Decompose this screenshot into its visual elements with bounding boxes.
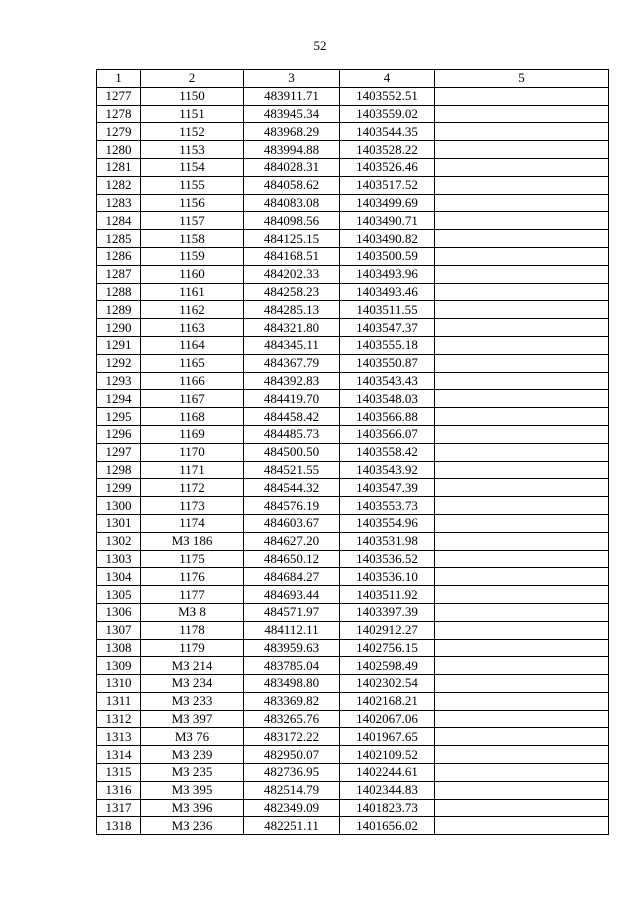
y-coordinate-cell: 1401823.73 <box>340 799 435 817</box>
y-coordinate-cell: 1403555.18 <box>340 336 435 354</box>
table-row <box>97 105 609 123</box>
point-id-cell: МЗ 396 <box>141 799 244 817</box>
x-coordinate-cell: 484321.80 <box>244 319 340 337</box>
note-cell <box>435 799 609 817</box>
column-header-3: 3 <box>244 70 340 88</box>
note-cell <box>435 461 609 479</box>
note-cell <box>435 443 609 461</box>
note-cell <box>435 247 609 265</box>
note-cell <box>435 425 609 443</box>
table-row <box>97 212 609 230</box>
table-row <box>97 497 609 515</box>
y-coordinate-cell: 1403553.73 <box>340 497 435 515</box>
y-coordinate-cell: 1402302.54 <box>340 675 435 693</box>
point-id-cell: 1155 <box>141 176 244 194</box>
note-cell <box>435 372 609 390</box>
note-cell <box>435 746 609 764</box>
x-coordinate-cell: 484571.97 <box>244 603 340 621</box>
x-coordinate-cell: 483968.29 <box>244 123 340 141</box>
y-coordinate-cell: 1403550.87 <box>340 354 435 372</box>
point-id-cell: 1153 <box>141 141 244 159</box>
point-id-cell: 1165 <box>141 354 244 372</box>
x-coordinate-cell: 483994.88 <box>244 141 340 159</box>
table-row <box>97 372 609 390</box>
x-coordinate-cell: 483369.82 <box>244 692 340 710</box>
x-coordinate-cell: 484419.70 <box>244 390 340 408</box>
point-id-cell: 1160 <box>141 265 244 283</box>
row-number-cell: 1306 <box>97 603 141 621</box>
page-number: 52 <box>313 38 327 53</box>
row-number-cell: 1307 <box>97 621 141 639</box>
x-coordinate-cell: 483945.34 <box>244 105 340 123</box>
note-cell <box>435 194 609 212</box>
y-coordinate-cell: 1403493.46 <box>340 283 435 301</box>
x-coordinate-cell: 484650.12 <box>244 550 340 568</box>
x-coordinate-cell: 484202.33 <box>244 265 340 283</box>
row-number-cell: 1303 <box>97 550 141 568</box>
table-row <box>97 550 609 568</box>
point-id-cell: 1170 <box>141 443 244 461</box>
y-coordinate-cell: 1403566.07 <box>340 425 435 443</box>
y-coordinate-cell: 1402756.15 <box>340 639 435 657</box>
point-id-cell: 1171 <box>141 461 244 479</box>
column-header-2: 2 <box>141 70 244 88</box>
note-cell <box>435 230 609 248</box>
table-header-row <box>97 70 609 88</box>
point-id-cell: 1158 <box>141 230 244 248</box>
row-number-cell: 1305 <box>97 586 141 604</box>
row-number-cell: 1284 <box>97 212 141 230</box>
note-cell <box>435 354 609 372</box>
note-cell <box>435 568 609 586</box>
point-id-cell: 1167 <box>141 390 244 408</box>
point-id-cell: МЗ 234 <box>141 675 244 693</box>
row-number-cell: 1290 <box>97 319 141 337</box>
table-row <box>97 621 609 639</box>
y-coordinate-cell: 1402244.61 <box>340 764 435 782</box>
table-row <box>97 799 609 817</box>
x-coordinate-cell: 484693.44 <box>244 586 340 604</box>
point-id-cell: МЗ 214 <box>141 657 244 675</box>
x-coordinate-cell: 483265.76 <box>244 710 340 728</box>
point-id-cell: 1169 <box>141 425 244 443</box>
table-row <box>97 123 609 141</box>
x-coordinate-cell: 484485.73 <box>244 425 340 443</box>
x-coordinate-cell: 484684.27 <box>244 568 340 586</box>
x-coordinate-cell: 482950.07 <box>244 746 340 764</box>
point-id-cell: 1173 <box>141 497 244 515</box>
note-cell <box>435 283 609 301</box>
point-id-cell: 1174 <box>141 514 244 532</box>
y-coordinate-cell: 1403544.35 <box>340 123 435 141</box>
table-row <box>97 176 609 194</box>
row-number-cell: 1287 <box>97 265 141 283</box>
row-number-cell: 1293 <box>97 372 141 390</box>
table-row <box>97 710 609 728</box>
note-cell <box>435 764 609 782</box>
note-cell <box>435 497 609 515</box>
point-id-cell: МЗ 233 <box>141 692 244 710</box>
table-row <box>97 265 609 283</box>
x-coordinate-cell: 484627.20 <box>244 532 340 550</box>
y-coordinate-cell: 1403536.52 <box>340 550 435 568</box>
table-row <box>97 390 609 408</box>
table-row <box>97 247 609 265</box>
y-coordinate-cell: 1403543.92 <box>340 461 435 479</box>
row-number-cell: 1286 <box>97 247 141 265</box>
row-number-cell: 1289 <box>97 301 141 319</box>
point-id-cell: 1176 <box>141 568 244 586</box>
table-row <box>97 443 609 461</box>
point-id-cell: МЗ 186 <box>141 532 244 550</box>
row-number-cell: 1296 <box>97 425 141 443</box>
row-number-cell: 1278 <box>97 105 141 123</box>
point-id-cell: 1164 <box>141 336 244 354</box>
y-coordinate-cell: 1403531.98 <box>340 532 435 550</box>
y-coordinate-cell: 1403547.37 <box>340 319 435 337</box>
y-coordinate-cell: 1403490.71 <box>340 212 435 230</box>
y-coordinate-cell: 1403558.42 <box>340 443 435 461</box>
point-id-cell: 1159 <box>141 247 244 265</box>
row-number-cell: 1312 <box>97 710 141 728</box>
y-coordinate-cell: 1403536.10 <box>340 568 435 586</box>
point-id-cell: 1175 <box>141 550 244 568</box>
column-header-5: 5 <box>435 70 609 88</box>
point-id-cell: 1151 <box>141 105 244 123</box>
x-coordinate-cell: 483172.22 <box>244 728 340 746</box>
y-coordinate-cell: 1401967.65 <box>340 728 435 746</box>
table-row <box>97 746 609 764</box>
note-cell <box>435 265 609 283</box>
y-coordinate-cell: 1403528.22 <box>340 141 435 159</box>
x-coordinate-cell: 484285.13 <box>244 301 340 319</box>
row-number-cell: 1285 <box>97 230 141 248</box>
note-cell <box>435 817 609 835</box>
note-cell <box>435 408 609 426</box>
note-cell <box>435 550 609 568</box>
point-id-cell: МЗ 236 <box>141 817 244 835</box>
y-coordinate-cell: 1403526.46 <box>340 158 435 176</box>
row-number-cell: 1294 <box>97 390 141 408</box>
x-coordinate-cell: 484028.31 <box>244 158 340 176</box>
table-row <box>97 230 609 248</box>
row-number-cell: 1318 <box>97 817 141 835</box>
row-number-cell: 1298 <box>97 461 141 479</box>
table-row <box>97 301 609 319</box>
x-coordinate-cell: 484603.67 <box>244 514 340 532</box>
note-cell <box>435 87 609 105</box>
table-row <box>97 675 609 693</box>
y-coordinate-cell: 1402067.06 <box>340 710 435 728</box>
point-id-cell: 1178 <box>141 621 244 639</box>
table-body <box>97 87 609 834</box>
x-coordinate-cell: 482736.95 <box>244 764 340 782</box>
y-coordinate-cell: 1403499.69 <box>340 194 435 212</box>
table-row <box>97 817 609 835</box>
table-row <box>97 479 609 497</box>
table-row <box>97 781 609 799</box>
note-cell <box>435 176 609 194</box>
note-cell <box>435 710 609 728</box>
x-coordinate-cell: 482514.79 <box>244 781 340 799</box>
x-coordinate-cell: 484098.56 <box>244 212 340 230</box>
point-id-cell: МЗ 235 <box>141 764 244 782</box>
note-cell <box>435 639 609 657</box>
row-number-cell: 1309 <box>97 657 141 675</box>
x-coordinate-cell: 483498.80 <box>244 675 340 693</box>
note-cell <box>435 532 609 550</box>
y-coordinate-cell: 1403397.39 <box>340 603 435 621</box>
row-number-cell: 1297 <box>97 443 141 461</box>
table-row <box>97 194 609 212</box>
y-coordinate-cell: 1403548.03 <box>340 390 435 408</box>
x-coordinate-cell: 484544.32 <box>244 479 340 497</box>
point-id-cell: 1152 <box>141 123 244 141</box>
point-id-cell: 1154 <box>141 158 244 176</box>
x-coordinate-cell: 484500.50 <box>244 443 340 461</box>
x-coordinate-cell: 484125.15 <box>244 230 340 248</box>
row-number-cell: 1301 <box>97 514 141 532</box>
note-cell <box>435 657 609 675</box>
note-cell <box>435 123 609 141</box>
table-row <box>97 764 609 782</box>
point-id-cell: МЗ 76 <box>141 728 244 746</box>
table-row <box>97 728 609 746</box>
table-row <box>97 657 609 675</box>
point-id-cell: 1162 <box>141 301 244 319</box>
table-row <box>97 354 609 372</box>
note-cell <box>435 781 609 799</box>
note-cell <box>435 105 609 123</box>
y-coordinate-cell: 1403511.92 <box>340 586 435 604</box>
row-number-cell: 1315 <box>97 764 141 782</box>
x-coordinate-cell: 482251.11 <box>244 817 340 835</box>
row-number-cell: 1310 <box>97 675 141 693</box>
y-coordinate-cell: 1403511.55 <box>340 301 435 319</box>
y-coordinate-cell: 1403552.51 <box>340 87 435 105</box>
y-coordinate-cell: 1403517.52 <box>340 176 435 194</box>
point-id-cell: 1179 <box>141 639 244 657</box>
point-id-cell: 1157 <box>141 212 244 230</box>
row-number-cell: 1292 <box>97 354 141 372</box>
y-coordinate-cell: 1402168.21 <box>340 692 435 710</box>
x-coordinate-cell: 484345.11 <box>244 336 340 354</box>
row-number-cell: 1304 <box>97 568 141 586</box>
row-number-cell: 1302 <box>97 532 141 550</box>
row-number-cell: 1308 <box>97 639 141 657</box>
table-row <box>97 283 609 301</box>
row-number-cell: 1314 <box>97 746 141 764</box>
coordinates-table <box>96 69 609 835</box>
y-coordinate-cell: 1402912.27 <box>340 621 435 639</box>
note-cell <box>435 479 609 497</box>
note-cell <box>435 621 609 639</box>
note-cell <box>435 728 609 746</box>
x-coordinate-cell: 483959.63 <box>244 639 340 657</box>
row-number-cell: 1281 <box>97 158 141 176</box>
table-row <box>97 586 609 604</box>
row-number-cell: 1288 <box>97 283 141 301</box>
table-row <box>97 425 609 443</box>
point-id-cell: МЗ 239 <box>141 746 244 764</box>
row-number-cell: 1277 <box>97 87 141 105</box>
point-id-cell: МЗ 8 <box>141 603 244 621</box>
note-cell <box>435 301 609 319</box>
x-coordinate-cell: 484112.11 <box>244 621 340 639</box>
row-number-cell: 1313 <box>97 728 141 746</box>
row-number-cell: 1291 <box>97 336 141 354</box>
table-row <box>97 568 609 586</box>
point-id-cell: 1150 <box>141 87 244 105</box>
y-coordinate-cell: 1402344.83 <box>340 781 435 799</box>
point-id-cell: 1168 <box>141 408 244 426</box>
x-coordinate-cell: 482349.09 <box>244 799 340 817</box>
row-number-cell: 1300 <box>97 497 141 515</box>
x-coordinate-cell: 484168.51 <box>244 247 340 265</box>
table-row <box>97 408 609 426</box>
row-number-cell: 1280 <box>97 141 141 159</box>
point-id-cell: МЗ 395 <box>141 781 244 799</box>
point-id-cell: 1156 <box>141 194 244 212</box>
y-coordinate-cell: 1403500.59 <box>340 247 435 265</box>
note-cell <box>435 336 609 354</box>
point-id-cell: 1161 <box>141 283 244 301</box>
table-row <box>97 158 609 176</box>
column-header-4: 4 <box>340 70 435 88</box>
table-row <box>97 461 609 479</box>
note-cell <box>435 675 609 693</box>
y-coordinate-cell: 1402109.52 <box>340 746 435 764</box>
y-coordinate-cell: 1403566.88 <box>340 408 435 426</box>
note-cell <box>435 141 609 159</box>
x-coordinate-cell: 483785.04 <box>244 657 340 675</box>
row-number-cell: 1283 <box>97 194 141 212</box>
x-coordinate-cell: 484367.79 <box>244 354 340 372</box>
x-coordinate-cell: 484458.42 <box>244 408 340 426</box>
x-coordinate-cell: 484058.62 <box>244 176 340 194</box>
row-number-cell: 1299 <box>97 479 141 497</box>
note-cell <box>435 586 609 604</box>
y-coordinate-cell: 1403554.96 <box>340 514 435 532</box>
x-coordinate-cell: 483911.71 <box>244 87 340 105</box>
row-number-cell: 1279 <box>97 123 141 141</box>
point-id-cell: МЗ 397 <box>141 710 244 728</box>
note-cell <box>435 212 609 230</box>
point-id-cell: 1166 <box>141 372 244 390</box>
y-coordinate-cell: 1402598.49 <box>340 657 435 675</box>
row-number-cell: 1311 <box>97 692 141 710</box>
y-coordinate-cell: 1403493.96 <box>340 265 435 283</box>
table-row <box>97 603 609 621</box>
note-cell <box>435 390 609 408</box>
column-header-1: 1 <box>97 70 141 88</box>
note-cell <box>435 158 609 176</box>
x-coordinate-cell: 484258.23 <box>244 283 340 301</box>
y-coordinate-cell: 1403559.02 <box>340 105 435 123</box>
point-id-cell: 1172 <box>141 479 244 497</box>
x-coordinate-cell: 484521.55 <box>244 461 340 479</box>
point-id-cell: 1177 <box>141 586 244 604</box>
x-coordinate-cell: 484576.19 <box>244 497 340 515</box>
table-row <box>97 639 609 657</box>
y-coordinate-cell: 1401656.02 <box>340 817 435 835</box>
table-row <box>97 514 609 532</box>
y-coordinate-cell: 1403490.82 <box>340 230 435 248</box>
row-number-cell: 1317 <box>97 799 141 817</box>
note-cell <box>435 603 609 621</box>
row-number-cell: 1282 <box>97 176 141 194</box>
row-number-cell: 1295 <box>97 408 141 426</box>
table-row <box>97 141 609 159</box>
table-row <box>97 692 609 710</box>
note-cell <box>435 319 609 337</box>
point-id-cell: 1163 <box>141 319 244 337</box>
y-coordinate-cell: 1403543.43 <box>340 372 435 390</box>
table-row <box>97 87 609 105</box>
x-coordinate-cell: 484083.08 <box>244 194 340 212</box>
note-cell <box>435 514 609 532</box>
note-cell <box>435 692 609 710</box>
table-row <box>97 336 609 354</box>
y-coordinate-cell: 1403547.39 <box>340 479 435 497</box>
table-row <box>97 532 609 550</box>
row-number-cell: 1316 <box>97 781 141 799</box>
x-coordinate-cell: 484392.83 <box>244 372 340 390</box>
table-row <box>97 319 609 337</box>
